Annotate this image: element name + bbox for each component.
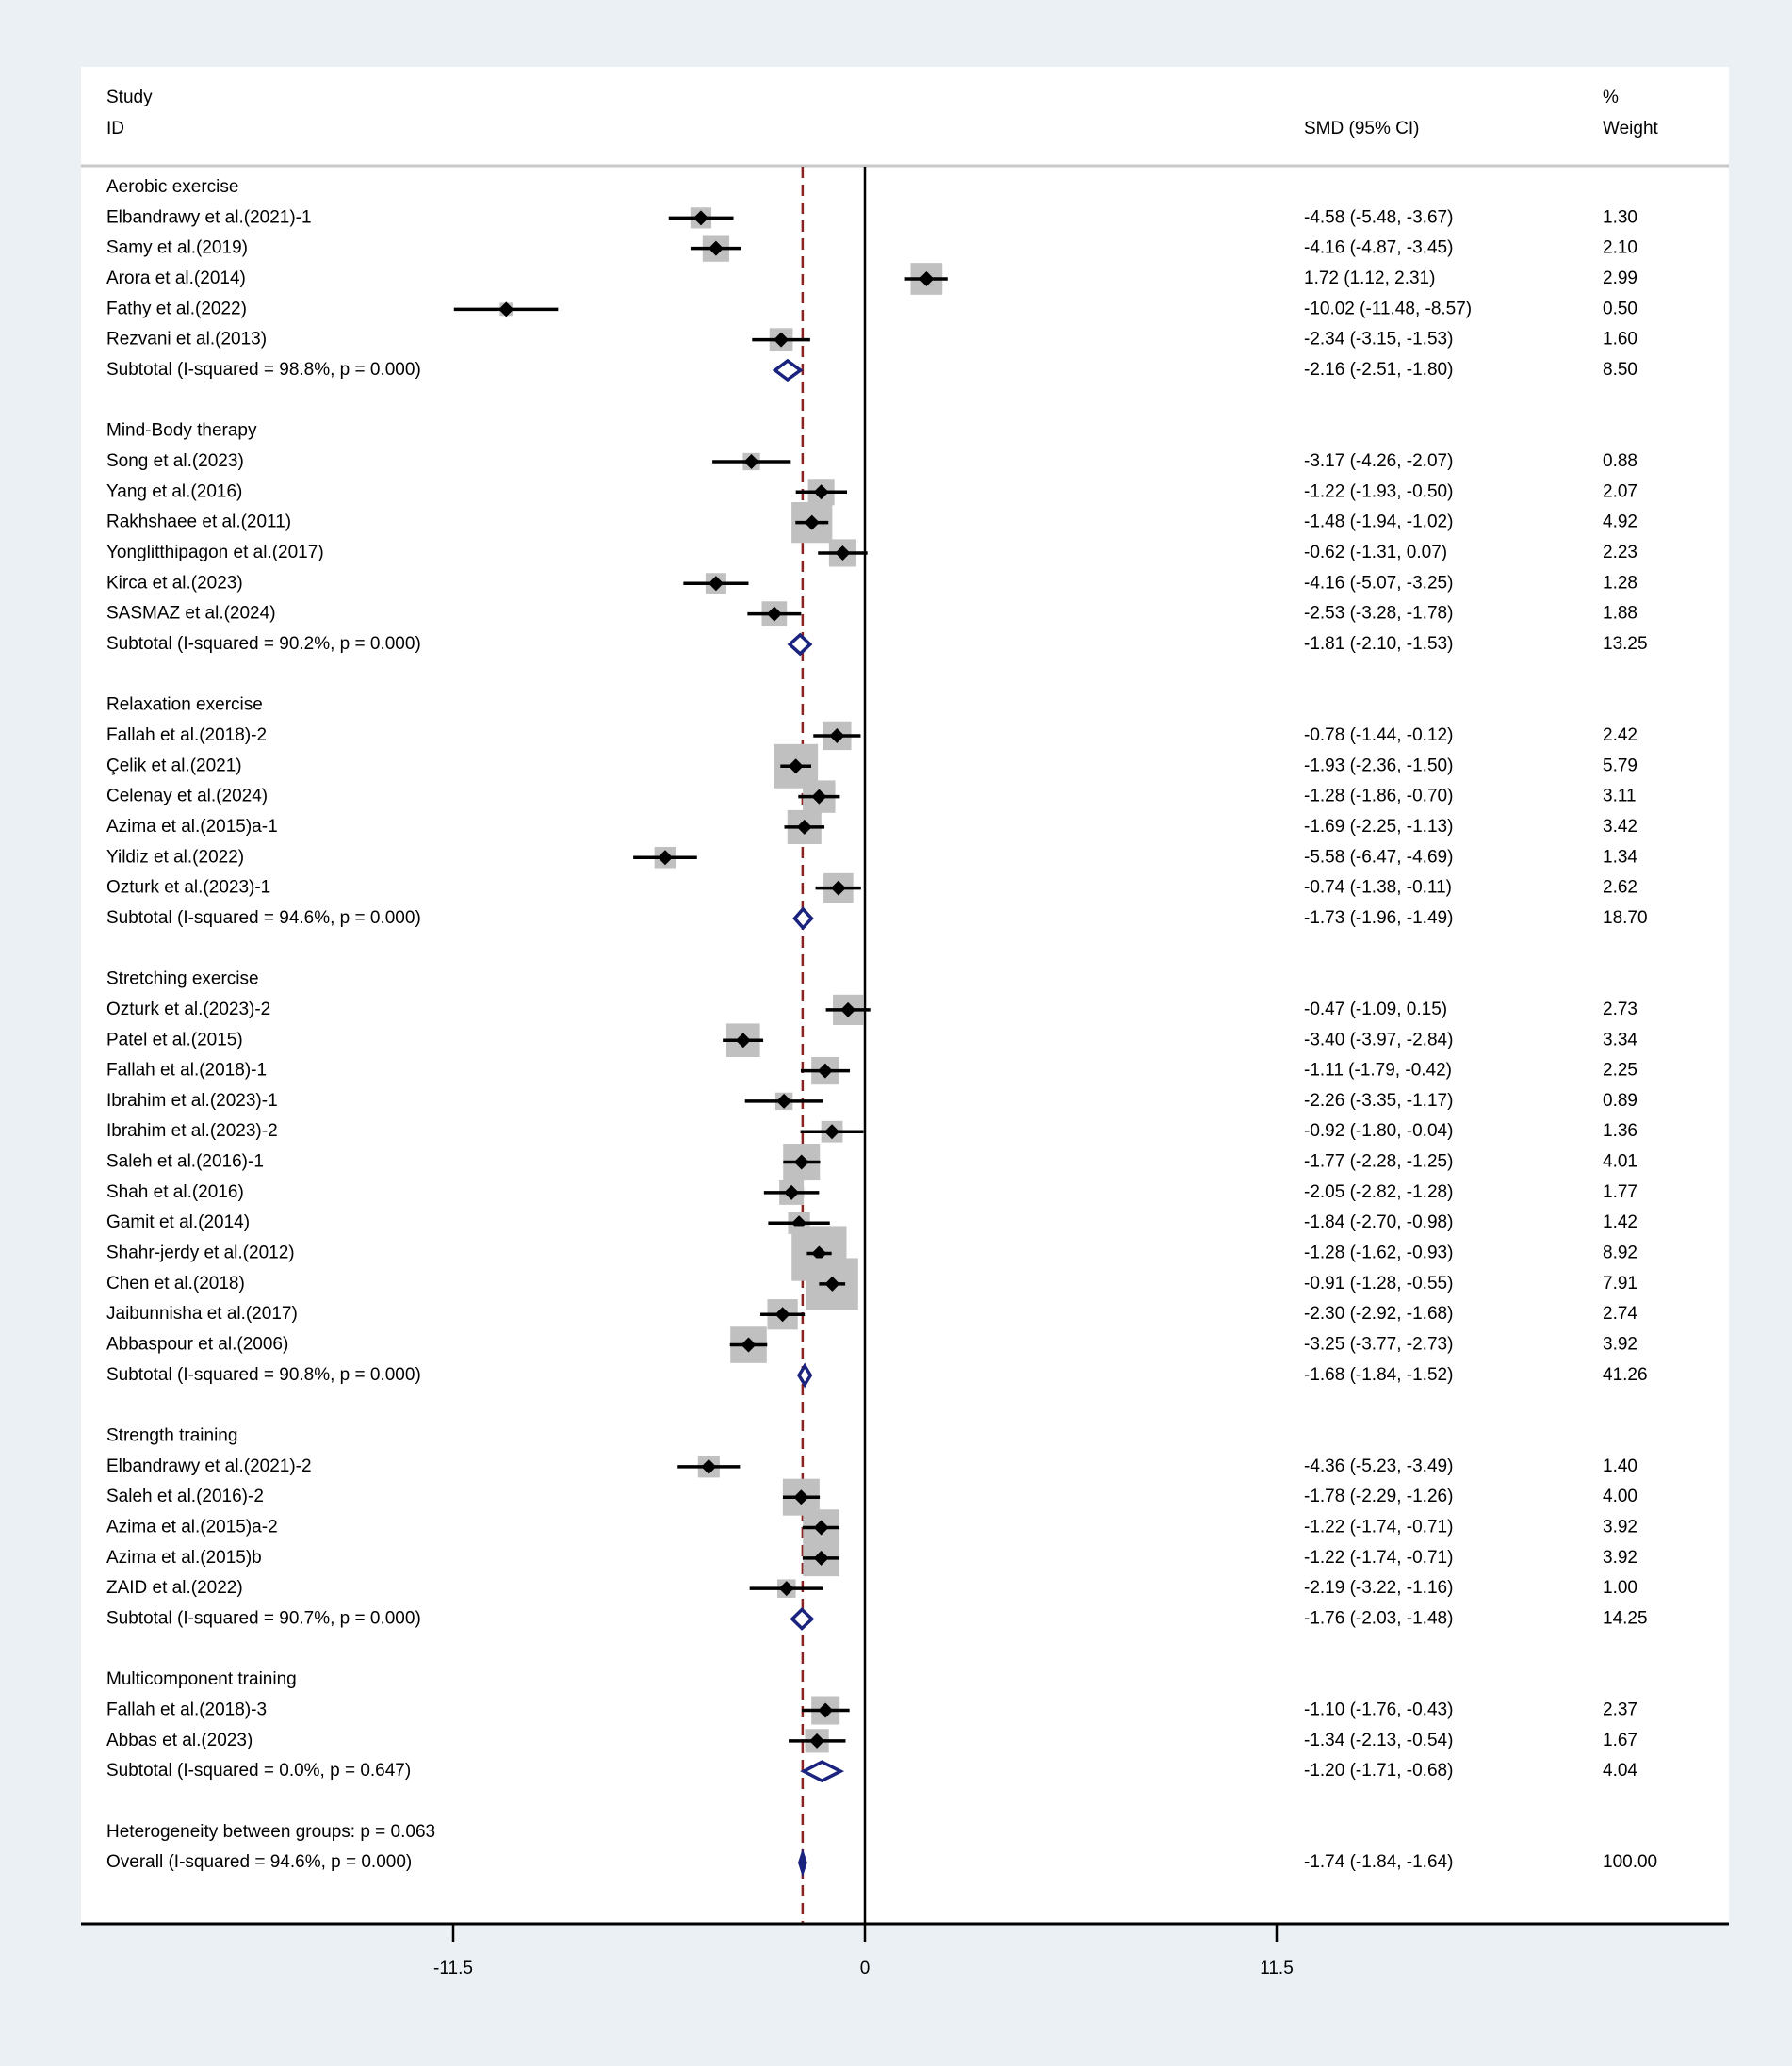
- study-id: Jaibunnisha et al.(2017): [106, 1304, 298, 1325]
- study-weight: 2.42: [1603, 724, 1637, 745]
- study-smd-ci: -1.11 (-1.79, -0.42): [1304, 1060, 1453, 1081]
- study-weight: 4.92: [1603, 512, 1637, 532]
- study-smd-ci: -4.16 (-4.87, -3.45): [1304, 237, 1454, 258]
- study-id: Fallah et al.(2018)-3: [106, 1700, 268, 1720]
- study-smd-ci: -3.17 (-4.26, -2.07): [1304, 450, 1454, 471]
- study-id: Yonglitthipagon et al.(2017): [106, 542, 324, 562]
- study-id: Azima et al.(2015)b: [106, 1547, 262, 1568]
- study-id: ZAID et al.(2022): [106, 1578, 243, 1599]
- subtotal-smd-ci: -1.20 (-1.71, -0.68): [1304, 1761, 1454, 1781]
- study-weight: 2.74: [1603, 1304, 1637, 1325]
- subtotal-label: Subtotal (I-squared = 98.8%, p = 0.000): [106, 359, 421, 380]
- study-id: Ibrahim et al.(2023)-1: [106, 1090, 278, 1111]
- study-id: Abbaspour et al.(2006): [106, 1334, 289, 1355]
- study-weight: 1.88: [1603, 603, 1637, 624]
- study-smd-ci: -5.58 (-6.47, -4.69): [1304, 847, 1454, 868]
- study-smd-ci: -1.22 (-1.93, -0.50): [1304, 481, 1454, 502]
- overall-label: Overall (I-squared = 94.6%, p = 0.000): [106, 1852, 413, 1873]
- study-smd-ci: -4.16 (-5.07, -3.25): [1304, 573, 1454, 594]
- subtotal-diamond: [795, 909, 812, 928]
- study-weight: 1.00: [1603, 1578, 1637, 1599]
- study-smd-ci: -0.62 (-1.31, 0.07): [1304, 542, 1448, 562]
- header-smd: SMD (95% CI): [1304, 119, 1420, 139]
- x-axis-tick-label: 0: [859, 1959, 871, 1979]
- study-id: Saleh et al.(2016)-1: [106, 1151, 264, 1172]
- study-id: Shah et al.(2016): [106, 1181, 244, 1202]
- study-id: Abbas et al.(2023): [106, 1730, 253, 1750]
- study-id: Rakhshaee et al.(2011): [106, 512, 292, 532]
- study-smd-ci: -1.10 (-1.76, -0.43): [1304, 1700, 1454, 1720]
- study-weight: 0.88: [1603, 450, 1637, 471]
- subtotal-weight: 13.25: [1603, 633, 1648, 654]
- study-weight: 1.28: [1603, 573, 1637, 594]
- study-smd-ci: -1.48 (-1.94, -1.02): [1304, 512, 1454, 532]
- subtotal-label: Subtotal (I-squared = 90.8%, p = 0.000): [106, 1364, 421, 1385]
- group-header: Strength training: [106, 1425, 238, 1446]
- x-axis-tick-label: -11.5: [433, 1959, 473, 1979]
- study-id: Elbandrawy et al.(2021)-1: [106, 207, 312, 228]
- study-smd-ci: -1.93 (-2.36, -1.50): [1304, 756, 1454, 776]
- study-id: Yildiz et al.(2022): [106, 847, 245, 868]
- forest-plot: [81, 67, 1729, 1998]
- study-weight: 4.01: [1603, 1151, 1637, 1172]
- study-smd-ci: -1.78 (-2.29, -1.26): [1304, 1487, 1454, 1507]
- subtotal-diamond: [792, 1610, 812, 1629]
- study-smd-ci: -1.84 (-2.70, -0.98): [1304, 1212, 1454, 1233]
- study-weight: 2.07: [1603, 481, 1637, 502]
- study-weight: 1.42: [1603, 1212, 1637, 1233]
- group-header: Multicomponent training: [106, 1669, 297, 1690]
- study-weight: 1.30: [1603, 207, 1637, 228]
- subtotal-label: Subtotal (I-squared = 94.6%, p = 0.000): [106, 907, 421, 928]
- header-percent: %: [1603, 88, 1619, 108]
- study-weight: 3.34: [1603, 1030, 1637, 1050]
- forest-plot-panel: [81, 67, 1729, 1979]
- header-study: Study: [106, 88, 153, 108]
- study-weight: 2.99: [1603, 268, 1637, 289]
- study-id: Ibrahim et al.(2023)-2: [106, 1121, 278, 1142]
- study-weight: 2.25: [1603, 1060, 1637, 1081]
- subtotal-smd-ci: -1.76 (-2.03, -1.48): [1304, 1608, 1454, 1629]
- study-id: Fallah et al.(2018)-1: [106, 1060, 268, 1081]
- study-smd-ci: -2.26 (-3.35, -1.17): [1304, 1090, 1454, 1111]
- study-id: Song et al.(2023): [106, 450, 244, 471]
- study-smd-ci: -0.78 (-1.44, -0.12): [1304, 724, 1454, 745]
- subtotal-weight: 14.25: [1603, 1608, 1648, 1629]
- subtotal-weight: 18.70: [1603, 907, 1648, 928]
- study-weight: 1.40: [1603, 1456, 1637, 1476]
- study-weight: 7.91: [1603, 1273, 1637, 1293]
- study-id: Yang et al.(2016): [106, 481, 243, 502]
- study-id: Patel et al.(2015): [106, 1030, 243, 1050]
- study-weight: 3.92: [1603, 1517, 1637, 1537]
- header-weight: Weight: [1603, 119, 1658, 139]
- study-id: Saleh et al.(2016)-2: [106, 1487, 264, 1507]
- study-smd-ci: -0.47 (-1.09, 0.15): [1304, 999, 1448, 1019]
- study-weight: 4.00: [1603, 1487, 1637, 1507]
- study-id: Elbandrawy et al.(2021)-2: [106, 1456, 312, 1476]
- study-smd-ci: -1.34 (-2.13, -0.54): [1304, 1730, 1454, 1750]
- study-weight: 5.79: [1603, 756, 1637, 776]
- subtotal-smd-ci: -1.73 (-1.96, -1.49): [1304, 907, 1454, 928]
- study-smd-ci: 1.72 (1.12, 2.31): [1304, 268, 1436, 289]
- study-smd-ci: -0.74 (-1.38, -0.11): [1304, 877, 1453, 898]
- study-id: Rezvani et al.(2013): [106, 329, 268, 350]
- study-smd-ci: -2.19 (-3.22, -1.16): [1304, 1578, 1454, 1599]
- study-smd-ci: -1.28 (-1.86, -0.70): [1304, 786, 1454, 806]
- study-id: Shahr-jerdy et al.(2012): [106, 1243, 295, 1263]
- subtotal-weight: 4.04: [1603, 1761, 1637, 1781]
- study-weight: 1.67: [1603, 1730, 1637, 1750]
- subtotal-diamond: [775, 361, 801, 380]
- study-weight: 3.92: [1603, 1334, 1637, 1355]
- group-header: Mind-Body therapy: [106, 420, 257, 441]
- study-smd-ci: -2.53 (-3.28, -1.78): [1304, 603, 1454, 624]
- study-id: Azima et al.(2015)a-2: [106, 1517, 278, 1537]
- subtotal-diamond: [804, 1762, 840, 1781]
- subtotal-diamond: [790, 635, 810, 654]
- subtotal-weight: 8.50: [1603, 359, 1637, 380]
- study-id: Ozturk et al.(2023)-2: [106, 999, 271, 1019]
- subtotal-diamond: [799, 1366, 810, 1385]
- subtotal-weight: 41.26: [1603, 1364, 1648, 1385]
- x-axis-tick-label: 11.5: [1260, 1959, 1294, 1979]
- study-weight: 2.10: [1603, 237, 1637, 258]
- study-weight: 2.37: [1603, 1700, 1637, 1720]
- study-id: Celenay et al.(2024): [106, 786, 269, 806]
- study-smd-ci: -2.05 (-2.82, -1.28): [1304, 1181, 1454, 1202]
- study-smd-ci: -10.02 (-11.48, -8.57): [1304, 299, 1473, 319]
- study-id: SASMAZ et al.(2024): [106, 603, 276, 624]
- study-smd-ci: -4.58 (-5.48, -3.67): [1304, 207, 1454, 228]
- study-id: Kirca et al.(2023): [106, 573, 243, 594]
- study-smd-ci: -1.77 (-2.28, -1.25): [1304, 1151, 1454, 1172]
- study-id: Samy et al.(2019): [106, 237, 248, 258]
- subtotal-smd-ci: -1.81 (-2.10, -1.53): [1304, 633, 1454, 654]
- study-id: Gamit et al.(2014): [106, 1212, 251, 1233]
- study-id: Azima et al.(2015)a-1: [106, 816, 278, 837]
- study-id: Chen et al.(2018): [106, 1273, 245, 1293]
- study-weight: 2.23: [1603, 542, 1637, 562]
- study-id: Fallah et al.(2018)-2: [106, 724, 268, 745]
- study-smd-ci: -2.30 (-2.92, -1.68): [1304, 1304, 1454, 1325]
- study-id: Arora et al.(2014): [106, 268, 246, 289]
- study-weight: 2.73: [1603, 999, 1637, 1019]
- study-weight: 1.77: [1603, 1181, 1637, 1202]
- study-smd-ci: -0.92 (-1.80, -0.04): [1304, 1121, 1454, 1142]
- study-id: Çelik et al.(2021): [106, 756, 242, 776]
- group-header: Aerobic exercise: [106, 177, 239, 198]
- study-weight: 0.89: [1603, 1090, 1637, 1111]
- heterogeneity-text: Heterogeneity between groups: p = 0.063: [106, 1821, 436, 1842]
- study-weight: 1.36: [1603, 1121, 1637, 1142]
- study-weight: 8.92: [1603, 1243, 1637, 1263]
- group-header: Relaxation exercise: [106, 694, 263, 715]
- study-weight: 3.92: [1603, 1547, 1637, 1568]
- subtotal-smd-ci: -1.68 (-1.84, -1.52): [1304, 1364, 1454, 1385]
- study-smd-ci: -2.34 (-3.15, -1.53): [1304, 329, 1454, 350]
- subtotal-smd-ci: -2.16 (-2.51, -1.80): [1304, 359, 1454, 380]
- overall-smd-ci: -1.74 (-1.84, -1.64): [1304, 1852, 1454, 1873]
- study-smd-ci: -3.25 (-3.77, -2.73): [1304, 1334, 1454, 1355]
- study-smd-ci: -0.91 (-1.28, -0.55): [1304, 1273, 1454, 1293]
- study-id: Ozturk et al.(2023)-1: [106, 877, 271, 898]
- subtotal-label: Subtotal (I-squared = 90.7%, p = 0.000): [106, 1608, 421, 1629]
- study-weight: 0.50: [1603, 299, 1637, 319]
- study-weight: 1.34: [1603, 847, 1637, 868]
- overall-weight: 100.00: [1603, 1852, 1658, 1873]
- study-smd-ci: -1.69 (-2.25, -1.13): [1304, 816, 1454, 837]
- subtotal-label: Subtotal (I-squared = 90.2%, p = 0.000): [106, 633, 421, 654]
- study-weight: 3.11: [1603, 786, 1637, 806]
- study-smd-ci: -1.22 (-1.74, -0.71): [1304, 1547, 1454, 1568]
- study-id: Fathy et al.(2022): [106, 299, 247, 319]
- group-header: Stretching exercise: [106, 968, 259, 989]
- study-smd-ci: -3.40 (-3.97, -2.84): [1304, 1030, 1454, 1050]
- study-smd-ci: -1.22 (-1.74, -0.71): [1304, 1517, 1454, 1537]
- study-weight: 2.62: [1603, 877, 1637, 898]
- overall-diamond: [799, 1851, 806, 1874]
- study-weight: 1.60: [1603, 329, 1637, 350]
- study-weight: 3.42: [1603, 816, 1637, 837]
- study-smd-ci: -1.28 (-1.62, -0.93): [1304, 1243, 1454, 1263]
- study-smd-ci: -4.36 (-5.23, -3.49): [1304, 1456, 1454, 1476]
- subtotal-label: Subtotal (I-squared = 0.0%, p = 0.647): [106, 1761, 412, 1781]
- header-id: ID: [106, 119, 124, 139]
